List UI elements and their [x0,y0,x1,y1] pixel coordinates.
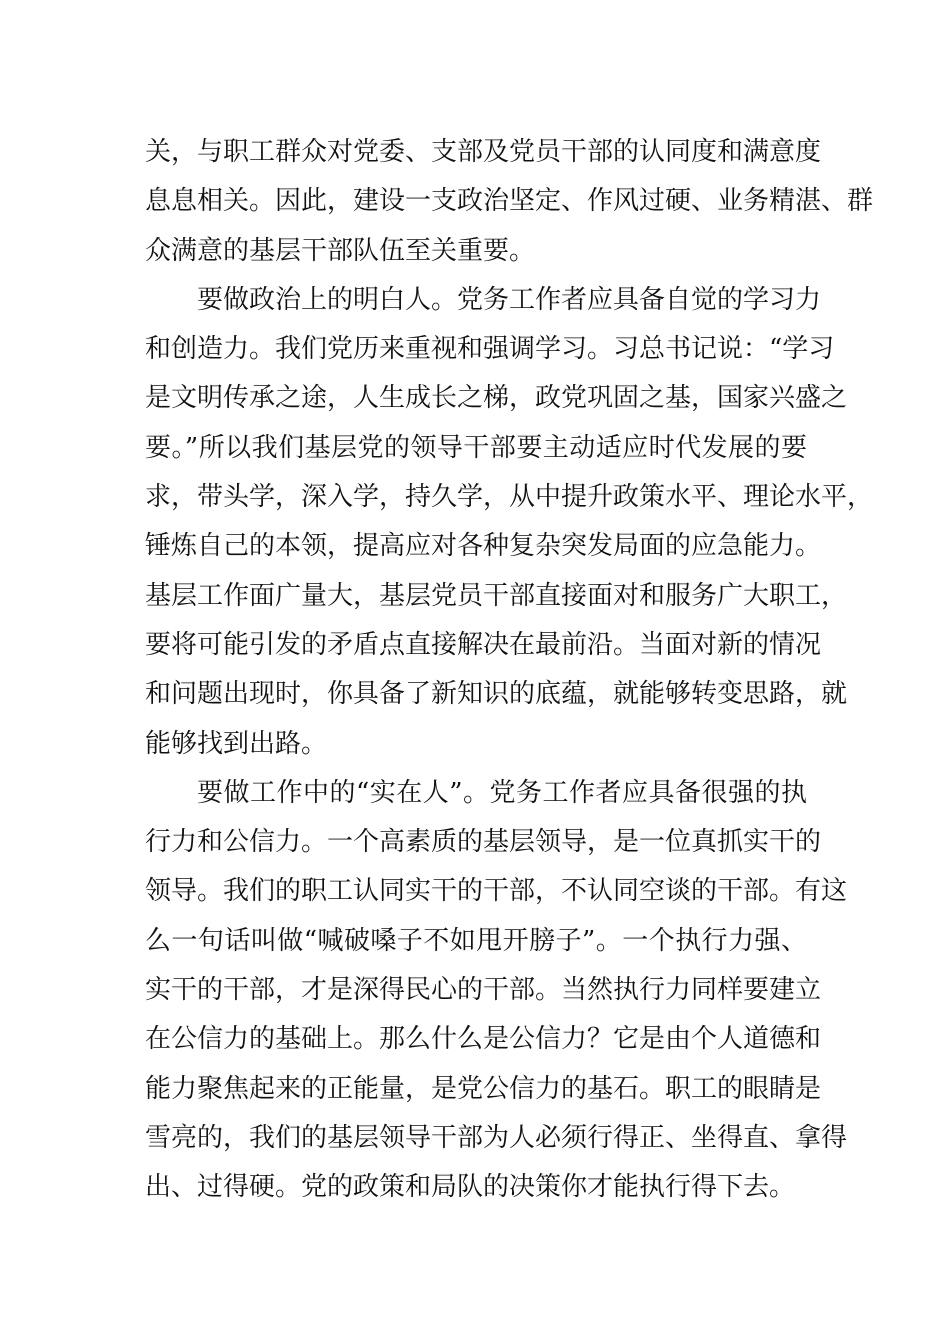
text-line: 出、过得硬。党的政策和局队的决策你才能执行得下去。 [145,1172,796,1203]
text-line: 么一句话叫做“喊破嗓子不如甩开膀子”。一个执行力强、 [145,925,807,956]
text-line: 要做工作中的“实在人”。党务工作者应具备很强的执 [197,777,807,808]
text-line: 求，带头学，深入学，持久学，从中提升政策水平、理论水平， [145,482,874,513]
text-line: 和问题出现时，你具备了新知识的底蕴，就能够转变思路，就 [145,679,848,710]
text-line: 能力聚焦起来的正能量，是党公信力的基石。职工的眼睛是 [145,1073,822,1104]
text-line: 领导。我们的职工认同实干的干部，不认同空谈的干部。有这 [145,876,848,907]
text-line: 众满意的基层干部队伍至关重要。 [145,235,536,266]
text-line: 基层工作面广量大，基层党员干部直接面对和服务广大职工， [145,580,848,611]
text-line: 要做政治上的明白人。党务工作者应具备自觉的学习力 [197,284,822,315]
text-line: 要。”所以我们基层党的领导干部要主动适应时代发展的要 [145,432,807,463]
text-line: 行力和公信力。一个高素质的基层领导，是一位真抓实干的 [145,827,822,858]
paragraph-political-clarity [145,276,874,769]
text-line: 锤炼自己的本领，提高应对各种复杂突发局面的应急能力。 [145,531,822,562]
text-line: 雪亮的，我们的基层领导干部为人必须行得正、坐得直、拿得 [145,1122,848,1153]
text-line: 关，与职工群众对党委、支部及党员干部的认同度和满意度 [145,137,822,167]
text-line: 和创造力。我们党历来重视和强调学习。习总书记说：“学习 [145,334,835,365]
text-line: 能够找到出路。 [145,728,328,759]
text-line: 要将可能引发的矛盾点直接解决在最前沿。当面对新的情况 [145,629,822,660]
text-line: 在公信力的基础上。那么什么是公信力？它是由个人道德和 [145,1024,822,1055]
paragraph-practical-worker [145,769,848,1213]
document-page [145,128,874,1213]
text-line: 是文明传承之途，人生成长之梯，政党巩固之基，国家兴盛之 [145,383,848,414]
paragraph-continuation [145,128,874,276]
text-line: 实干的干部，才是深得民心的干部。当然执行力同样要建立 [145,975,822,1006]
text-line: 息息相关。因此，建设一支政治坚定、作风过硬、业务精湛、群 [145,186,874,217]
